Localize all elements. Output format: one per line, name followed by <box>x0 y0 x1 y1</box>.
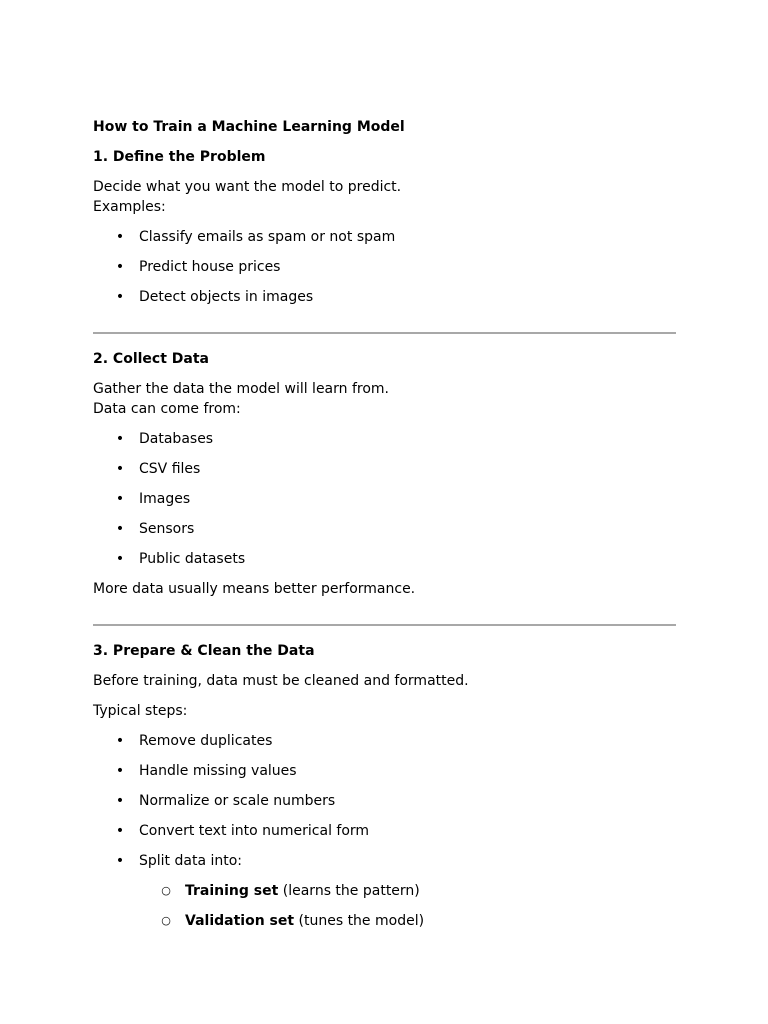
section-heading: 3. Prepare & Clean the Data <box>93 643 315 659</box>
bullet-icon: • <box>115 853 125 869</box>
hollow-circle-bullet-icon: ○ <box>161 914 171 927</box>
list-item <box>93 227 676 247</box>
sub-list-item <box>93 911 676 931</box>
list-item <box>93 731 676 751</box>
list-item-text: Sensors <box>139 521 195 537</box>
term-bold: Validation set <box>185 913 295 929</box>
list-item <box>93 821 676 841</box>
section-collect-data <box>93 349 676 599</box>
document-page <box>93 117 676 931</box>
list-item-text: Split data into: <box>139 853 243 869</box>
section-intro-line: Before training, data must be cleaned and formatted. <box>93 673 469 689</box>
section-heading: 2. Collect Data <box>93 351 209 367</box>
bullet-icon: • <box>115 521 125 537</box>
document-title: How to Train a Machine Learning Model <box>93 119 405 135</box>
bullet-icon: • <box>115 461 125 477</box>
section-intro-line: Data can come from: <box>93 401 241 417</box>
section-intro-line: Examples: <box>93 199 166 215</box>
bullet-icon: • <box>115 289 125 305</box>
bullet-icon: • <box>115 763 125 779</box>
section-prepare-data <box>93 641 676 931</box>
bullet-icon: • <box>115 823 125 839</box>
sub-list-item-text <box>185 881 420 901</box>
sub-list-item-text <box>185 911 424 931</box>
bullet-icon: • <box>115 733 125 749</box>
list-item <box>93 287 676 307</box>
list-item <box>93 851 676 871</box>
list-item <box>93 489 676 509</box>
list-item-text: Normalize or scale numbers <box>139 793 336 809</box>
list-item-text: Handle missing values <box>139 763 297 779</box>
bullet-icon: • <box>115 229 125 245</box>
list-item <box>93 549 676 569</box>
list-item-text: Images <box>139 491 191 507</box>
list-item <box>93 519 676 539</box>
section-outro: More data usually means better performance. <box>93 581 416 597</box>
list-item-text: Databases <box>139 431 214 447</box>
list-item-text: CSV files <box>139 461 201 477</box>
list-item <box>93 761 676 781</box>
term-bold: Training set <box>185 883 279 899</box>
list-item-text: Detect objects in images <box>139 289 314 305</box>
bullet-icon: • <box>115 259 125 275</box>
list-item <box>93 459 676 479</box>
list-item <box>93 257 676 277</box>
list-item-text: Convert text into numerical form <box>139 823 370 839</box>
section-intro-line: Decide what you want the model to predict. <box>93 179 402 195</box>
bullet-icon: • <box>115 793 125 809</box>
section-intro-line: Gather the data the model will learn from. <box>93 381 390 397</box>
term-description: (tunes the model) <box>294 913 425 929</box>
sub-list-item <box>93 881 676 901</box>
list-item-text: Public datasets <box>139 551 246 567</box>
bullet-icon: • <box>115 491 125 507</box>
bullet-icon: • <box>115 551 125 567</box>
section-intro-line: Typical steps: <box>93 703 188 719</box>
list-item-text: Remove duplicates <box>139 733 273 749</box>
section-heading: 1. Define the Problem <box>93 149 266 165</box>
section-divider <box>93 624 676 626</box>
section-define-problem <box>93 147 676 307</box>
hollow-circle-bullet-icon: ○ <box>161 884 171 897</box>
list-item <box>93 429 676 449</box>
list-item-text: Classify emails as spam or not spam <box>139 229 396 245</box>
list-item-text: Predict house prices <box>139 259 281 275</box>
list-item <box>93 791 676 811</box>
term-description: (learns the pattern) <box>278 883 420 899</box>
bullet-icon: • <box>115 431 125 447</box>
section-divider <box>93 332 676 334</box>
